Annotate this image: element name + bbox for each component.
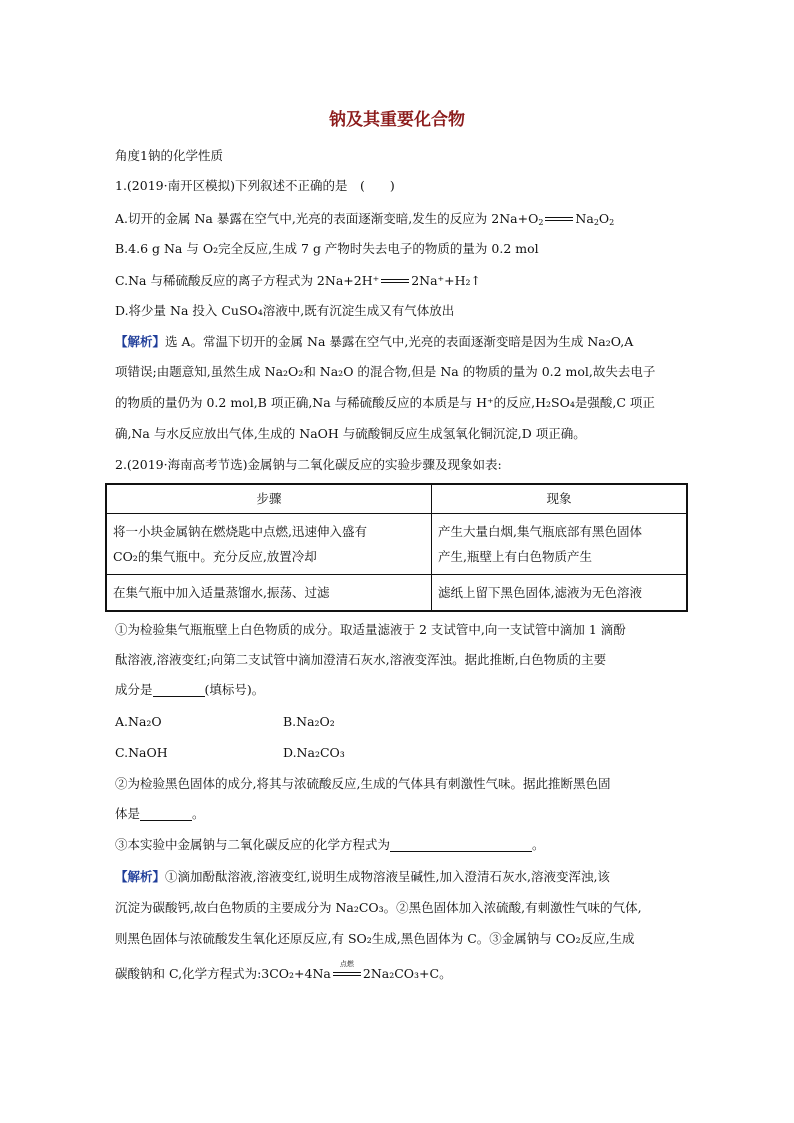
- answer-blank[interactable]: [153, 683, 205, 697]
- cell-text: 产生大量白烟,集气瓶底部有黑色固体: [438, 524, 642, 539]
- experiment-table: [105, 483, 688, 612]
- equation-equals-sign: [333, 960, 361, 976]
- analysis-1-line-1: [115, 334, 685, 350]
- subquestion-text: ③本实验中金属钠与二氧化碳反应的化学方程式为: [115, 837, 391, 852]
- table-row: [106, 575, 687, 612]
- subquestion-text: 成分是: [115, 682, 153, 697]
- option-c-product: 2Na⁺+H₂↑: [411, 273, 482, 288]
- subquestion-text: (填标号)。: [204, 682, 265, 697]
- subquestion-text: 。: [532, 837, 545, 852]
- subquestion-1-line-3: [115, 682, 685, 698]
- analysis-2-line-2: 沉淀为碳酸钙,故白色物质的主要成分为 Na₂CO₃。②黑色固体加入浓硫酸,有刺激性气味的气体,: [115, 900, 642, 915]
- analysis-2-text: 碳酸钠和 C,化学方程式为:3CO₂+4Na: [115, 966, 331, 981]
- table-header-phenomenon: 现象: [432, 484, 688, 514]
- subquestion-text: 体是: [115, 806, 141, 821]
- choice-d: D.Na₂CO₃: [283, 745, 345, 760]
- analysis-1-line-3: 的物质的量仍为 0.2 mol,B 项正确,Na 与稀硫酸反应的本质是与 H⁺的反应,H₂SO₄是强酸,C 项正: [115, 395, 655, 410]
- question-1-option-d: D.将少量 Na 投入 CuSO₄溶液中,既有沉淀生成又有气体放出: [115, 303, 455, 318]
- question-1-option-c: [115, 272, 685, 289]
- analysis-1-line-2: 项错误;由题意知,虽然生成 Na₂O₂和 Na₂O 的混合物,但是 Na 的物质的量为 0.2 mol,故失去电子: [115, 364, 656, 379]
- question-2-stem: 2.(2019·海南高考节选)金属钠与二氧化碳反应的实验步骤及现象如表:: [115, 457, 502, 472]
- subquestion-2-line-2: [115, 806, 685, 822]
- analysis-2-text: ①滴加酚酞溶液,溶液变红,说明生成物溶液呈碱性,加入澄清石灰水,溶液变浑浊,该: [165, 869, 610, 884]
- analysis-label: 【 解析 】: [115, 869, 165, 884]
- section-heading: 角度1钠的化学性质: [115, 148, 223, 163]
- table-header-step: 步骤: [106, 484, 432, 514]
- subquestion-3: [115, 837, 685, 853]
- question-1-option-a: A.切开的金属 Na 暴露在空气中,光亮的表面逐渐变暗,发生的反应为 $2Na+O_2$ $Na_2O_2$: [115, 211, 615, 227]
- subquestion-2-line-1: ②为检验黑色固体的成分,将其与浓硫酸反应,生成的气体具有刺激性气味。据此推断黑色固: [115, 776, 611, 791]
- analysis-1-line-4: 确,Na 与水反应放出气体,生成的 NaOH 与硫酸铜反应生成氢氧化铜沉淀,D 项正确。: [115, 426, 586, 441]
- table-cell-step: 在集气瓶中加入适量蒸馏水,振荡、过滤: [106, 575, 432, 612]
- analysis-2-line-1: [115, 869, 685, 885]
- option-a-product: Na: [575, 211, 594, 226]
- analysis-2-text: 2Na₂CO₃+C。: [362, 966, 452, 981]
- subquestion-text: 。: [192, 806, 205, 821]
- answer-blank[interactable]: [390, 838, 532, 852]
- subquestion-1-line-1: ①为检验集气瓶瓶壁上白色物质的成分。取适量滤液于 2 支试管中,向一支试管中滴加 1 滴酚: [115, 622, 626, 637]
- equation-equals-sign: [545, 210, 573, 221]
- equation-equals-sign: [381, 272, 409, 283]
- option-a-text: A.切开的金属 Na 暴露在空气中,光亮的表面逐渐变暗,发生的反应为 2Na+O: [115, 211, 539, 226]
- table-header-row: [106, 484, 687, 514]
- subquestion-1-line-2: 酞溶液,溶液变红;向第二支试管中滴加澄清石灰水,溶液变浑浊。据此推断,白色物质的主要: [115, 652, 607, 667]
- cell-text: 产生,瓶壁上有白色物质产生: [438, 549, 592, 564]
- choice-a: A.Na₂O: [115, 714, 162, 729]
- answer-blank[interactable]: [140, 807, 192, 821]
- question-1-option-b: B.4.6 g Na 与 O₂完全反应,生成 7 g 产物时失去电子的物质的量为 0.2 mol: [115, 241, 539, 256]
- analysis-2-line-3: 则黑色固体与浓硫酸发生氧化还原反应,有 SO₂生成,黑色固体为 C。③金属钠与 CO₂反应,生成: [115, 931, 635, 946]
- reaction-condition: 点燃: [339, 960, 354, 968]
- page-title: 钠及其重要化合物: [329, 110, 465, 130]
- table-row: [106, 514, 687, 575]
- table-cell-phenomenon: [432, 514, 688, 575]
- analysis-2-line-4: [115, 960, 685, 982]
- table-cell-phenomenon: 滤纸上留下黑色固体,滤液为无色溶液: [432, 575, 688, 612]
- analysis-label: 【 解析 】: [115, 334, 165, 349]
- question-1-stem: 1.(2019·南开区模拟)下列叙述不正确的是 ( ): [115, 178, 395, 193]
- choice-b: B.Na₂O₂: [283, 714, 335, 729]
- choice-c: C.NaOH: [115, 745, 168, 760]
- table-cell-step: [106, 514, 432, 575]
- cell-text: 将一小块金属钠在燃烧匙中点燃,迅速伸入盛有: [113, 524, 367, 539]
- cell-text: CO₂的集气瓶中。充分反应,放置冷却: [113, 549, 317, 564]
- option-c-text: C.Na 与稀硫酸反应的离子方程式为 2Na+2H⁺: [115, 273, 380, 288]
- analysis-1-text: 选 A。常温下切开的金属 Na 暴露在空气中,光亮的表面逐渐变暗是因为生成 Na₂O,A: [165, 334, 634, 349]
